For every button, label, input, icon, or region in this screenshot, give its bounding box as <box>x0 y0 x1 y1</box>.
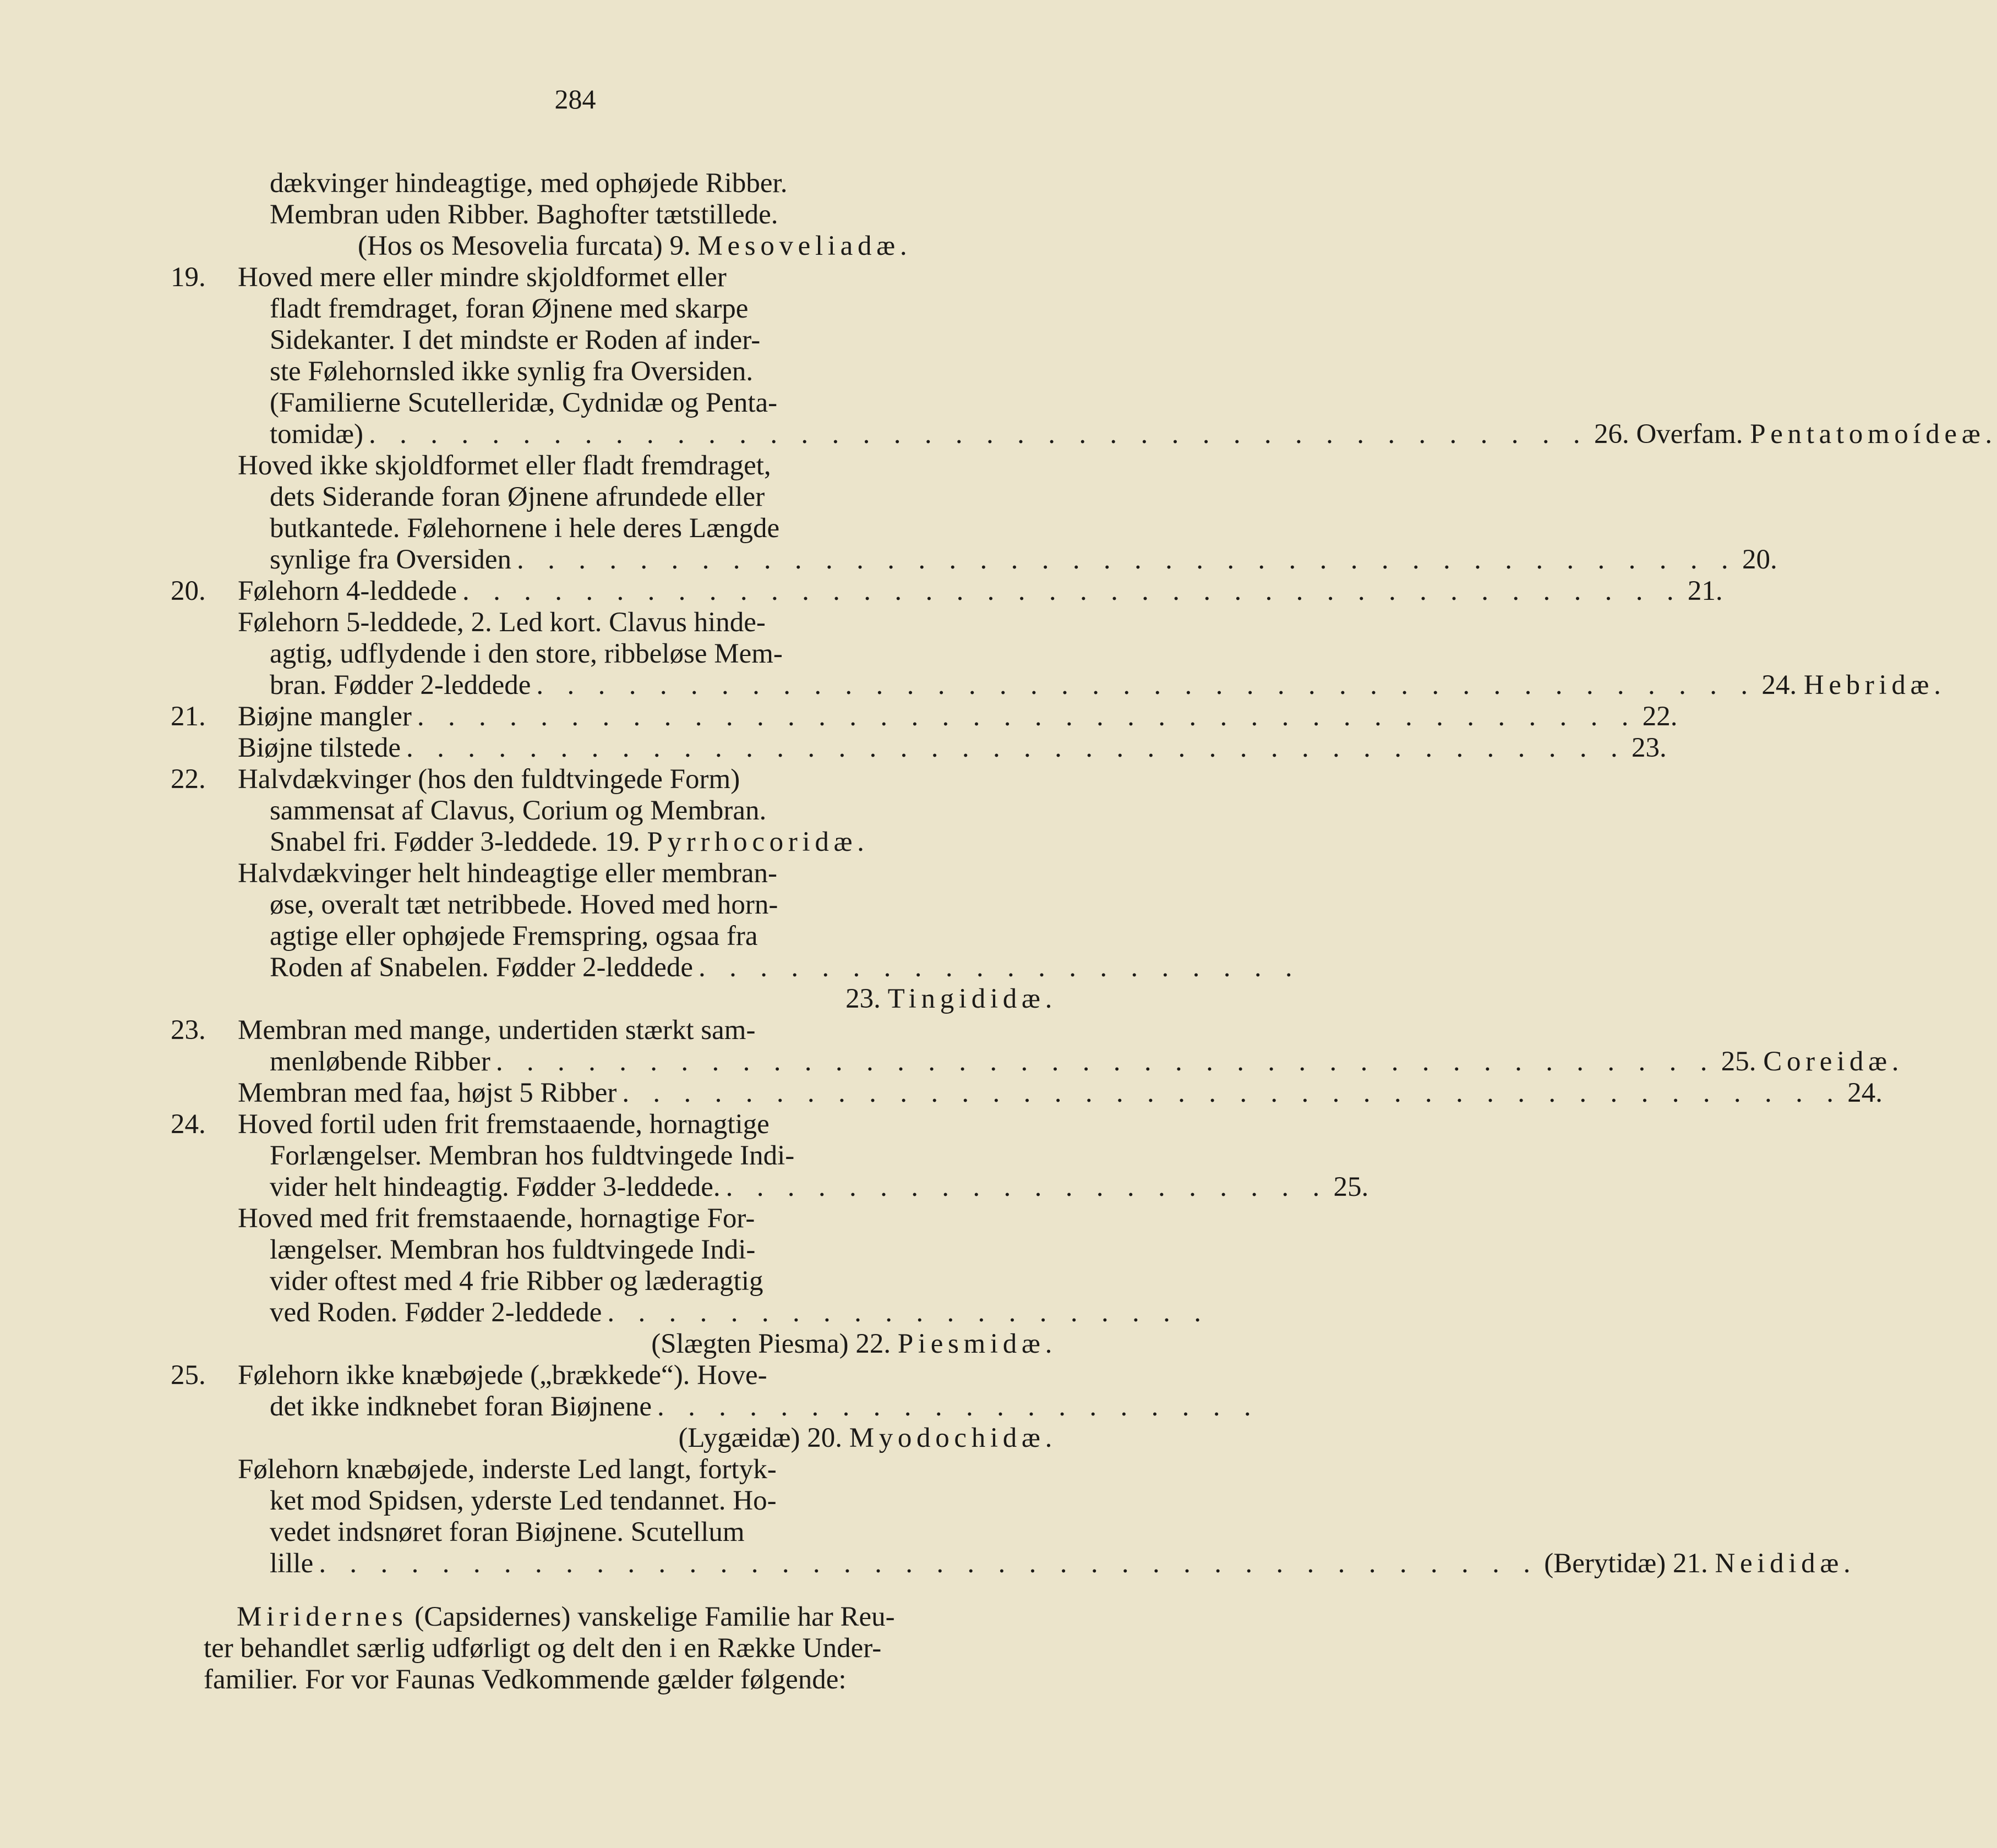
key-text: Biøjne tilstede <box>238 732 401 763</box>
paragraph-emphasis: Miridernes <box>237 1601 408 1632</box>
key-text: synlige fra Oversiden <box>270 544 512 575</box>
key-text: Snabel fri. Fødder 3-leddede. 19. <box>270 827 640 857</box>
key-text: ved Roden. Fødder 2-leddede <box>270 1297 602 1328</box>
family-name: Tingididæ. <box>887 983 1057 1014</box>
key-line <box>270 670 1946 701</box>
key-text: fladt fremdraget, foran Øjnene med skarpe <box>270 293 749 324</box>
key-line <box>270 544 1777 575</box>
key-text: Hoved fortil uden frit fremstaaende, hornagtige <box>238 1109 770 1140</box>
family-name: Neididæ. <box>1715 1548 1856 1579</box>
key-text: ste Følehornsled ikke synlig fra Oversiden. <box>270 356 754 387</box>
key-text: ket mod Spidsen, yderste Led tendannet. Ho- <box>270 1485 777 1516</box>
key-text: Sidekanter. I det mindste er Roden af inder- <box>270 325 761 356</box>
key-reference: 24. <box>1847 1078 1883 1108</box>
key-text: Biøjne mangler <box>238 701 412 732</box>
leader-dots: . . . . . . . . . . . . . . . . . . . . <box>607 1297 1210 1328</box>
couplet-number: 19. <box>171 262 206 293</box>
leader-dots: . . . . . . . . . . . . . . . . . . . . . . . . . . . . . . . . . . . . . . . . <box>369 419 1589 450</box>
key-reference: (Berytidæ) 21. <box>1544 1548 1708 1579</box>
key-text: Hoved mere eller mindre skjoldformet eller <box>238 262 727 293</box>
key-line <box>270 1548 1856 1579</box>
key-line <box>270 1517 963 1548</box>
family-name: Pyrrhocoridæ. <box>647 827 869 857</box>
key-line <box>270 1046 1904 1077</box>
paragraph-line <box>204 1664 1062 1695</box>
key-text: Hoved ikke skjoldformet eller fladt fremdraget, <box>238 450 771 481</box>
key-reference: 21. <box>1687 576 1723 606</box>
key-line <box>270 795 963 826</box>
family-name: Myodochidæ. <box>849 1423 1057 1453</box>
key-text: (Slægten Piesma) 22. <box>651 1328 891 1359</box>
key-line <box>270 952 1301 983</box>
key-reference: 24. <box>1761 670 1797 701</box>
key-line <box>238 576 1723 606</box>
key-text: Membran med mange, undertiden stærkt sam- <box>238 1015 756 1046</box>
leader-dots: . . . . . . . . . . . . . . . . . . . . . . . . . . . . . . . . . . . . . . . . <box>536 670 1756 701</box>
paragraph-line <box>237 1601 1062 1632</box>
key-line <box>270 1423 1057 1453</box>
key-text: butkantede. Følehornene i hele deres Længde <box>270 513 780 544</box>
key-text: agtig, udflydende i den store, ribbeløse Mem- <box>270 638 783 669</box>
couplet-number: 20. <box>171 576 206 606</box>
key-line <box>270 1234 963 1265</box>
family-name: Mesoveliadæ. <box>697 231 912 261</box>
family-name: Hebridæ. <box>1803 670 1946 701</box>
key-text: agtige eller ophøjede Fremspring, ogsaa fra <box>270 921 758 952</box>
key-line <box>238 1360 963 1391</box>
leader-dots: . . . . . . . . . . . . . . . . . . . . . . . . . . . . . . . . . . . . . . . . <box>462 576 1682 606</box>
paragraph-line <box>204 1633 1062 1664</box>
family-name: Coreidæ. <box>1763 1046 1904 1077</box>
key-text: menløbende Ribber <box>270 1046 490 1077</box>
key-line <box>238 701 1678 732</box>
key-line <box>270 482 963 512</box>
key-line <box>238 732 1667 763</box>
key-line <box>358 231 1051 261</box>
key-line <box>270 638 963 669</box>
key-line <box>270 1391 1259 1422</box>
key-line <box>270 356 963 387</box>
couplet-number: 22. <box>171 764 206 795</box>
key-line <box>238 1454 963 1485</box>
key-text: (Hos os Mesovelia furcata) 9. <box>358 231 691 261</box>
couplet-number: 24. <box>171 1109 206 1140</box>
leader-dots: . . . . . . . . . . . . . . . . . . . . <box>657 1391 1259 1422</box>
key-line <box>270 983 1057 1014</box>
key-text: Membran uden Ribber. Baghofter tætstillede. <box>270 199 778 230</box>
key-line <box>270 199 963 230</box>
key-text: vider oftest med 4 frie Ribber og læderagtig <box>270 1266 763 1297</box>
key-text: vedet indsnøret foran Biøjnene. Scutellum <box>270 1517 745 1548</box>
key-reference: 25. <box>1333 1172 1369 1202</box>
key-text: Membran med faa, højst 5 Ribber <box>238 1078 617 1108</box>
key-line <box>238 450 963 481</box>
key-line <box>270 827 1057 857</box>
key-line <box>270 1297 1210 1328</box>
key-line <box>270 513 963 544</box>
key-reference: 23. <box>845 983 881 1014</box>
leader-dots: . . . . . . . . . . . . . . . . . . . . . . . . . . . . . . . . . . . . . . . . <box>417 701 1637 732</box>
key-reference: 23. <box>1632 732 1667 763</box>
family-name: Piesmidæ. <box>897 1328 1057 1359</box>
key-reference: 25. <box>1721 1046 1756 1077</box>
key-line <box>270 325 963 356</box>
key-text: sammensat af Clavus, Corium og Membran. <box>270 795 767 826</box>
key-text: Halvdækvinger helt hindeagtige eller membran- <box>238 858 778 889</box>
key-line <box>238 1109 963 1140</box>
leader-dots: . . . . . . . . . . . . . . . . . . . . . . . . . . . . . . . . . . . . . . . . <box>517 544 1737 575</box>
leader-dots: . . . . . . . . . . . . . . . . . . . . . . . . . . . . . . . . . . . . . . . . <box>622 1078 1842 1108</box>
couplet-number: 25. <box>171 1360 206 1391</box>
key-line <box>270 921 963 952</box>
couplet-number: 23. <box>171 1015 206 1046</box>
key-text: Halvdækvinger (hos den fuldtvingede Form) <box>238 764 740 795</box>
key-line <box>238 1078 1883 1108</box>
key-line <box>270 387 963 418</box>
key-line <box>270 1172 1369 1202</box>
key-reference: 20. <box>1742 544 1777 575</box>
paragraph-text: (Capsidernes) vanskelige Familie har Reu- <box>414 1601 895 1632</box>
key-line <box>238 607 963 638</box>
paragraph-text: ter behandlet særlig udførligt og delt den i en Række Under- <box>204 1633 882 1664</box>
family-name: Pentatomoídeæ. <box>1750 419 1997 450</box>
key-text: Roden af Snabelen. Fødder 2-leddede <box>270 952 694 983</box>
key-line <box>270 168 963 199</box>
key-text: Hoved med frit fremstaaende, hornagtige For- <box>238 1203 755 1234</box>
leader-dots: . . . . . . . . . . . . . . . . . . . . . . . . . . . . . . . . . . . . . . . . <box>495 1046 1716 1077</box>
key-line <box>270 293 963 324</box>
key-line <box>270 1328 1057 1359</box>
key-line <box>238 1203 963 1234</box>
key-line <box>238 764 963 795</box>
key-reference: 22. <box>1642 701 1678 732</box>
leader-dots: . . . . . . . . . . . . . . . . . . . . <box>725 1172 1328 1202</box>
key-line <box>238 262 963 293</box>
key-text: Følehorn ikke knæbøjede („brækkede“). Hove- <box>238 1360 767 1391</box>
couplet-number: 21. <box>171 701 206 732</box>
key-text: (Lygæidæ) 20. <box>678 1423 842 1453</box>
key-text: tomidæ) <box>270 419 364 450</box>
key-line <box>270 419 1997 450</box>
key-line <box>270 1140 963 1171</box>
leader-dots: . . . . . . . . . . . . . . . . . . . . . . . . . . . . . . . . . . . . . . . . <box>406 732 1626 763</box>
key-line <box>270 889 963 920</box>
key-text: Følehorn 4-leddede <box>238 576 457 606</box>
key-line <box>270 1266 963 1297</box>
key-line <box>238 1015 963 1046</box>
key-text: det ikke indknebet foran Biøjnene <box>270 1391 652 1422</box>
paragraph-text: familier. For vor Faunas Vedkommende gælder følgende: <box>204 1664 847 1695</box>
page-number: 284 <box>554 84 596 114</box>
key-text: længelser. Membran hos fuldtvingede Indi- <box>270 1234 756 1265</box>
leader-dots: . . . . . . . . . . . . . . . . . . . . . . . . . . . . . . . . . . . . . . . . <box>319 1548 1539 1579</box>
key-text: vider helt hindeagtig. Fødder 3-leddede. <box>270 1172 721 1202</box>
key-text: bran. Fødder 2-leddede <box>270 670 531 701</box>
key-line <box>238 858 963 889</box>
key-reference: 26. Overfam. <box>1594 419 1743 450</box>
key-text: øse, overalt tæt netribbede. Hoved med horn- <box>270 889 778 920</box>
leader-dots: . . . . . . . . . . . . . . . . . . . . <box>699 952 1301 983</box>
key-text: lille <box>270 1548 314 1579</box>
key-text: dets Siderande foran Øjnene afrundede eller <box>270 482 765 512</box>
key-text: Følehorn knæbøjede, inderste Led langt, fortyk- <box>238 1454 777 1485</box>
key-text: (Familierne Scutelleridæ, Cydnidæ og Penta- <box>270 387 778 418</box>
key-line <box>270 1485 963 1516</box>
key-text: dækvinger hindeagtige, med ophøjede Ribber. <box>270 168 788 199</box>
key-text: Følehorn 5-leddede, 2. Led kort. Clavus hinde- <box>238 607 766 638</box>
key-text: Forlængelser. Membran hos fuldtvingede Indi- <box>270 1140 795 1171</box>
